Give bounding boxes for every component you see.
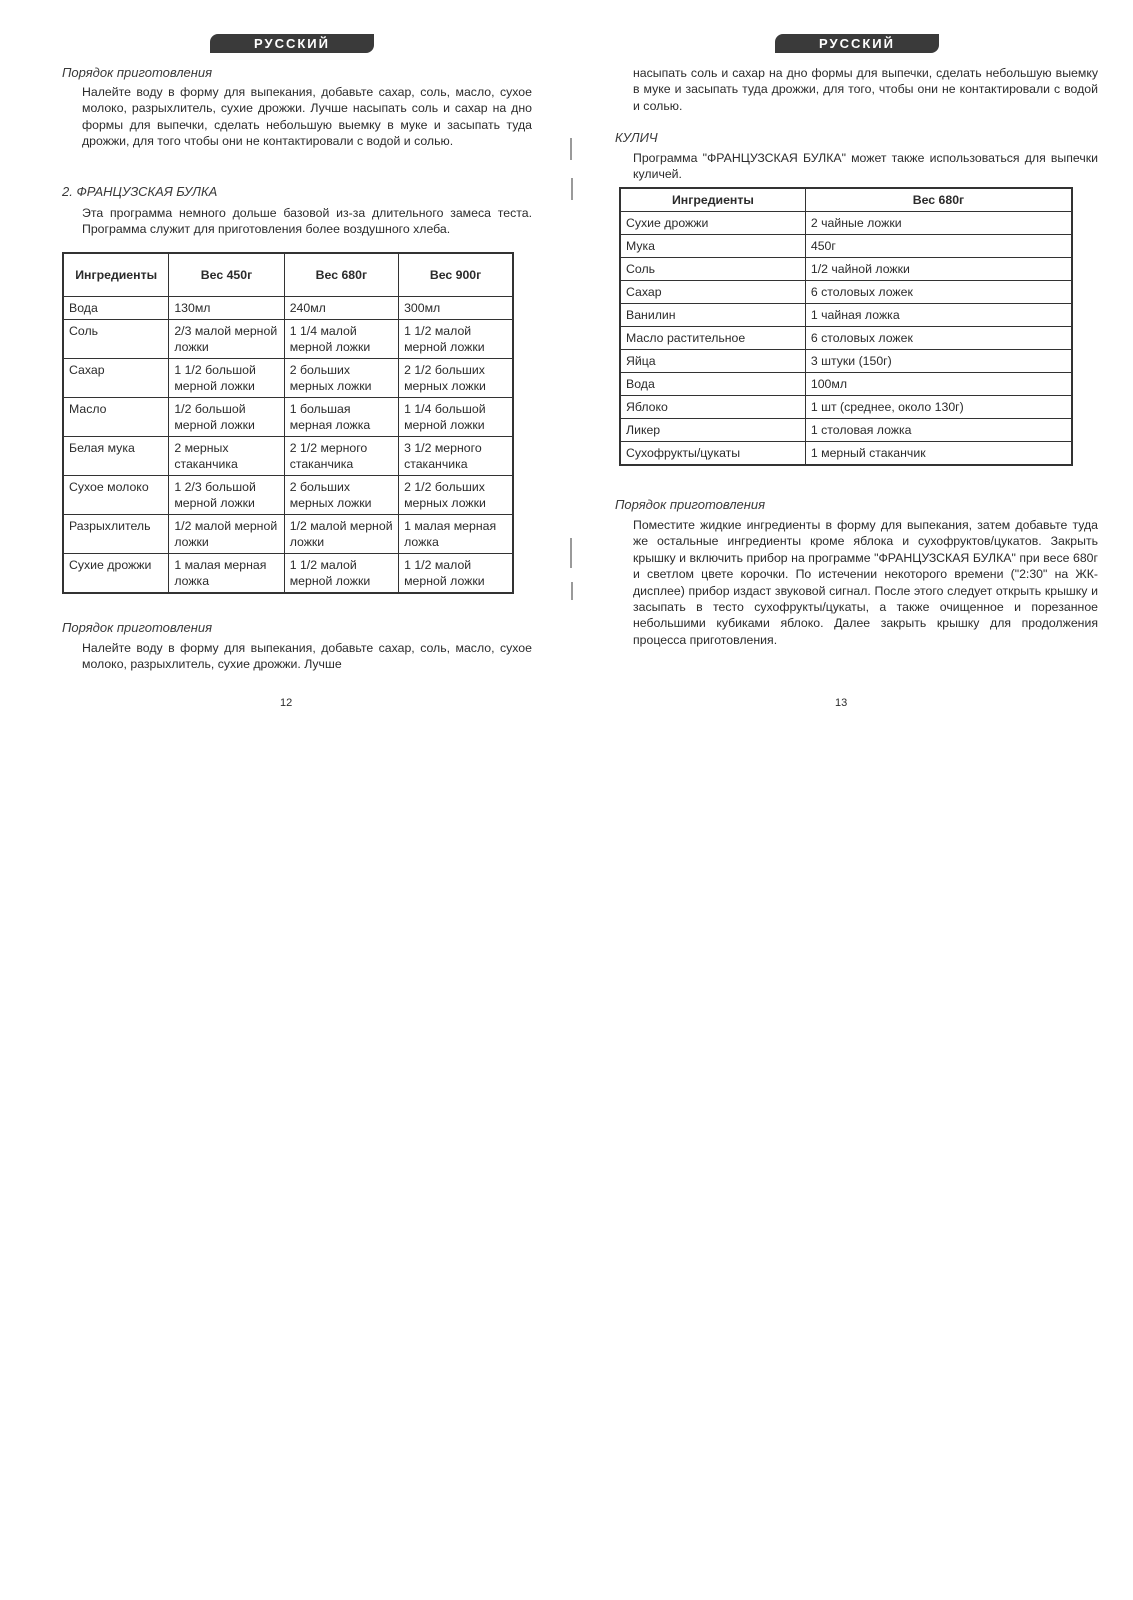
scan-mark [571, 582, 573, 600]
paragraph: Эта программа немного дольше базовой из-за длительного замеса теста. Программа служит для приготовления более воздушного хлеба. [82, 206, 532, 237]
paragraph: Поместите жидкие ингредиенты в форму для выпекания, затем добавьте туда же остальные ингредиенты кроме яблока и сухофруктов/цукатов. Закрыть крышку и включить прибор на программе "ФРАНЦУЗСКАЯ БУЛКА" при весе 680г и светлом цвете корочки. По истечении некоторого времени ("2:30" на ЖК-дисплее) прибор издаст звуковой сигнал. После этого следует открыть крышку и засыпать в тесто сухофрукты/цукаты, а также очищенное и порезанное небольшими кубиками яблоко. Далее закрыть крышку для продолжения процесса приготовления. [633, 518, 1098, 647]
table-body [620, 212, 1072, 466]
paragraph: Налейте воду в форму для выпекания, добавьте сахар, соль, масло, сухое молоко, разрыхлитель, сухие дрожжи. Лучше насыпать соль и сахар на дно формы для выпечки, сделать небольшую выемку в муке и засыпать туда дрожжи, для того чтобы они не контактировали с водой и солью. [82, 85, 532, 149]
ingredient-amount-cell: 2 1/2 больших мерных ложки [399, 359, 513, 398]
table-row [63, 297, 513, 320]
ingredient-amount-cell: 1/2 малой мерной ложки [284, 515, 398, 554]
table-row [63, 515, 513, 554]
ingredient-amount-cell: 1 чайная ложка [805, 304, 1072, 327]
ingredient-amount-cell: 2 1/2 больших мерных ложки [399, 476, 513, 515]
ingredient-name-cell: Сухофрукты/цукаты [620, 442, 805, 466]
ingredient-name-cell: Соль [63, 320, 169, 359]
ingredient-amount-cell: 1 1/4 малой мерной ложки [284, 320, 398, 359]
ingredient-amount-cell: 2 больших мерных ложки [284, 359, 398, 398]
ingredient-amount-cell: 3 1/2 мерного стаканчика [399, 437, 513, 476]
ingredient-name-cell: Ванилин [620, 304, 805, 327]
ingredient-name-cell: Вода [63, 297, 169, 320]
ingredient-name-cell: Сухие дрожжи [620, 212, 805, 235]
page-number: 13 [835, 697, 848, 709]
ingredient-amount-cell: 1 2/3 большой мерной ложки [169, 476, 284, 515]
ingredient-name-cell: Сухие дрожжи [63, 554, 169, 594]
table-row [620, 327, 1072, 350]
table-row [63, 437, 513, 476]
ingredient-amount-cell: 450г [805, 235, 1072, 258]
ingredient-amount-cell: 1/2 малой мерной ложки [169, 515, 284, 554]
ingredients-table [619, 187, 1073, 466]
section-heading: 2. ФРАНЦУЗСКАЯ БУЛКА [62, 184, 218, 199]
ingredient-amount-cell: 3 штуки (150г) [805, 350, 1072, 373]
table-row [620, 350, 1072, 373]
ingredient-name-cell: Белая мука [63, 437, 169, 476]
table-row [63, 476, 513, 515]
table-row [63, 359, 513, 398]
ingredient-amount-cell: 240мл [284, 297, 398, 320]
section-heading: Порядок приготовления [615, 497, 766, 512]
scan-mark [570, 138, 572, 160]
ingredient-amount-cell: 1 малая мерная ложка [169, 554, 284, 594]
ingredient-name-cell: Яблоко [620, 396, 805, 419]
table-row [620, 258, 1072, 281]
page-number: 12 [280, 697, 293, 709]
ingredient-amount-cell: 1 большая мерная ложка [284, 398, 398, 437]
ingredient-name-cell: Разрыхлитель [63, 515, 169, 554]
language-banner: РУССКИЙ [210, 34, 374, 53]
ingredient-amount-cell: 100мл [805, 373, 1072, 396]
ingredient-amount-cell: 300мл [399, 297, 513, 320]
table-row [620, 281, 1072, 304]
table-row [63, 554, 513, 594]
ingredient-amount-cell: 1 шт (среднее, около 130г) [805, 396, 1072, 419]
ingredient-amount-cell: 130мл [169, 297, 284, 320]
table-row [620, 373, 1072, 396]
ingredient-amount-cell: 2 1/2 мерного стаканчика [284, 437, 398, 476]
paragraph: насыпать соль и сахар на дно формы для выпечки, сделать небольшую выемку в муке и засыпать туда дрожжи, для того, чтобы они не контактировали с водой и солью. [633, 66, 1098, 113]
ingredient-amount-cell: 1 малая мерная ложка [399, 515, 513, 554]
ingredients-table [62, 252, 514, 594]
ingredient-amount-cell: 2 чайные ложки [805, 212, 1072, 235]
ingredient-amount-cell: 1 1/2 большой мерной ложки [169, 359, 284, 398]
language-banner: РУССКИЙ [775, 34, 939, 53]
ingredient-name-cell: Яйца [620, 350, 805, 373]
ingredient-amount-cell: 2/3 малой мерной ложки [169, 320, 284, 359]
ingredient-amount-cell: 2 мерных стаканчика [169, 437, 284, 476]
table-header-cell: Вес 450г [169, 253, 284, 297]
scan-mark [570, 538, 572, 568]
ingredient-name-cell: Сахар [620, 281, 805, 304]
table-header-cell: Вес 680г [805, 188, 1072, 212]
paragraph: Программа "ФРАНЦУЗСКАЯ БУЛКА" может также использоваться для выпечки куличей. [633, 151, 1098, 182]
table-row [63, 320, 513, 359]
section-heading: Порядок приготовления [62, 620, 213, 635]
ingredient-amount-cell: 1/2 большой мерной ложки [169, 398, 284, 437]
table-row [620, 442, 1072, 466]
table-header-cell: Вес 680г [284, 253, 398, 297]
section-heading: КУЛИЧ [615, 130, 658, 145]
table-body [63, 297, 513, 594]
ingredient-name-cell: Сахар [63, 359, 169, 398]
ingredient-name-cell: Соль [620, 258, 805, 281]
table-row [620, 419, 1072, 442]
table-header-cell: Ингредиенты [620, 188, 805, 212]
ingredient-amount-cell: 1 1/2 малой мерной ложки [284, 554, 398, 594]
ingredient-name-cell: Масло растительное [620, 327, 805, 350]
table-row [63, 398, 513, 437]
table-header-cell: Вес 900г [399, 253, 513, 297]
table-row [620, 235, 1072, 258]
table-header-cell: Ингредиенты [63, 253, 169, 297]
section-heading: Порядок приготовления [62, 65, 213, 80]
ingredient-name-cell: Вода [620, 373, 805, 396]
ingredient-amount-cell: 6 столовых ложек [805, 281, 1072, 304]
ingredient-amount-cell: 1 1/2 малой мерной ложки [399, 320, 513, 359]
ingredient-amount-cell: 1 мерный стаканчик [805, 442, 1072, 466]
ingredient-name-cell: Сухое молоко [63, 476, 169, 515]
ingredient-name-cell: Масло [63, 398, 169, 437]
table-header-row [63, 253, 513, 297]
ingredient-amount-cell: 1 столовая ложка [805, 419, 1072, 442]
paragraph: Налейте воду в форму для выпекания, добавьте сахар, соль, масло, сухое молоко, разрыхлитель, сухие дрожжи. Лучше [82, 641, 532, 672]
ingredient-amount-cell: 1 1/4 большой мерной ложки [399, 398, 513, 437]
table-header-row [620, 188, 1072, 212]
ingredient-amount-cell: 1/2 чайной ложки [805, 258, 1072, 281]
ingredient-name-cell: Мука [620, 235, 805, 258]
ingredient-amount-cell: 1 1/2 малой мерной ложки [399, 554, 513, 594]
table-row [620, 396, 1072, 419]
ingredient-amount-cell: 2 больших мерных ложки [284, 476, 398, 515]
scan-mark [571, 178, 573, 200]
ingredient-name-cell: Ликер [620, 419, 805, 442]
ingredient-amount-cell: 6 столовых ложек [805, 327, 1072, 350]
table-row [620, 212, 1072, 235]
table-row [620, 304, 1072, 327]
